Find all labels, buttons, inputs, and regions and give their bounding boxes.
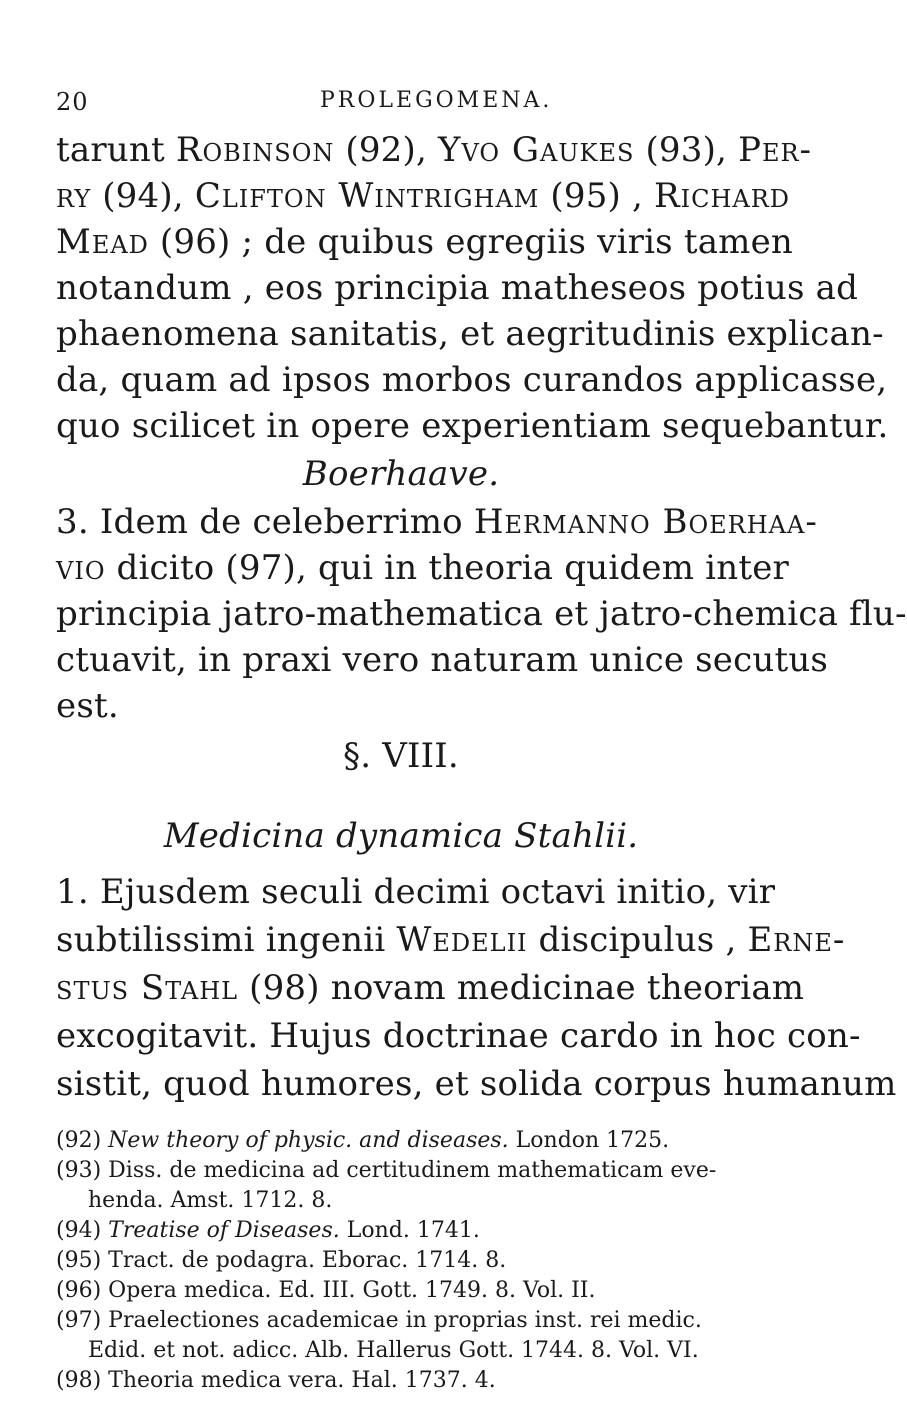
text-line bbox=[56, 266, 858, 310]
text-line bbox=[56, 1062, 897, 1106]
footnote bbox=[56, 1156, 716, 1186]
text-run: Mead bbox=[56, 222, 149, 262]
text-run: (94) bbox=[56, 1218, 109, 1243]
text-line bbox=[56, 546, 789, 590]
text-line bbox=[56, 592, 907, 636]
text-run: principia jatro-mathematica et jatro-chemica flu- bbox=[56, 594, 907, 634]
footnote bbox=[56, 1216, 480, 1246]
text-run: London 1725. bbox=[508, 1128, 670, 1153]
text-run: vio bbox=[56, 548, 106, 588]
text-run: (97) Praelectiones academicae in proprias inst. rei medic. bbox=[56, 1308, 702, 1333]
text-run: Clifton Wintrigham bbox=[194, 176, 540, 216]
text-run: (96) ; de quibus egregiis viris tamen bbox=[148, 222, 794, 262]
text-run: Treatise of Diseases. bbox=[108, 1218, 340, 1243]
text-run: ctuavit, in praxi vero naturam unice secutus bbox=[56, 640, 829, 680]
running-title: PROLEGOMENA. bbox=[320, 88, 553, 113]
text-run: quo scilicet in opere experientiam sequebantur. bbox=[56, 406, 889, 446]
footnote bbox=[56, 1306, 702, 1336]
text-run: tarunt bbox=[56, 130, 176, 170]
text-line bbox=[56, 638, 828, 682]
text-line bbox=[56, 220, 793, 264]
text-run: (98) novam medicinae theoriam bbox=[238, 968, 805, 1008]
text-run: phaenomena sanitatis, et aegritudinis explican- bbox=[56, 314, 884, 354]
section-number: §. VIII. bbox=[343, 736, 459, 776]
text-line bbox=[56, 128, 812, 172]
text-run: (98) Theoria medica vera. Hal. 1737. 4. bbox=[56, 1368, 496, 1393]
text-line bbox=[56, 404, 889, 448]
text-run: Edid. et not. adicc. Alb. Hallerus Gott. 1744. 8. Vol. VI. bbox=[88, 1338, 699, 1363]
text-run: Hermanno Boerhaa- bbox=[473, 502, 818, 542]
text-run: (95) Tract. de podagra. Eborac. 1714. 8. bbox=[56, 1248, 507, 1273]
text-run: henda. Amst. 1712. 8. bbox=[88, 1188, 333, 1213]
section-title: Medicina dynamica Stahlii. bbox=[163, 816, 639, 856]
text-run: Lond. 1741. bbox=[339, 1218, 480, 1243]
text-line bbox=[56, 870, 775, 914]
text-run: (92) bbox=[56, 1128, 109, 1153]
text-run: New theory of physic. and diseases. bbox=[108, 1128, 509, 1153]
text-run: (93) Diss. de medicina ad certitudinem mathematicam eve- bbox=[56, 1158, 717, 1183]
text-run: notandum , eos principia matheseos potius ad bbox=[56, 268, 859, 308]
footnote bbox=[56, 1366, 496, 1396]
text-run: Richard bbox=[654, 176, 791, 216]
text-run: (94), bbox=[91, 176, 195, 216]
footnote bbox=[56, 1276, 595, 1306]
text-run: subtilissimi ingenii bbox=[56, 920, 397, 960]
text-run: (95) , bbox=[539, 176, 655, 216]
text-run: excogitavit. Hujus doctrinae cardo in hoc con- bbox=[56, 1016, 861, 1056]
footnote bbox=[56, 1126, 669, 1156]
text-run: (93), bbox=[634, 130, 739, 170]
text-line bbox=[56, 500, 818, 544]
footnote bbox=[56, 1246, 506, 1276]
text-run: stus Stahl bbox=[56, 968, 239, 1008]
footnote bbox=[88, 1336, 699, 1366]
text-run: ry bbox=[56, 176, 92, 216]
side-heading: Boerhaave. bbox=[302, 454, 500, 494]
text-line bbox=[56, 312, 884, 356]
text-line bbox=[56, 1014, 861, 1058]
text-run: (96) Opera medica. Ed. III. Gott. 1749. 8. Vol. II. bbox=[56, 1278, 596, 1303]
text-run: Robinson bbox=[175, 130, 335, 170]
text-run: (92), bbox=[334, 130, 438, 170]
text-line bbox=[56, 358, 887, 402]
text-run: Erne- bbox=[747, 920, 846, 960]
text-run: Yvo Gaukes bbox=[438, 130, 635, 170]
page-number: 20 bbox=[56, 88, 89, 116]
text-run: 1. Ejusdem seculi decimi octavi initio, vir bbox=[56, 872, 776, 912]
text-run: Per- bbox=[738, 130, 813, 170]
text-run: sistit, quod humores, et solida corpus humanum bbox=[56, 1064, 897, 1104]
text-run: discipulus , bbox=[527, 920, 748, 960]
text-line bbox=[56, 684, 119, 728]
text-line bbox=[56, 174, 790, 218]
text-run: 3. Idem de celeberrimo bbox=[56, 502, 474, 542]
text-run: est. bbox=[56, 686, 119, 726]
text-run: Wedelii bbox=[396, 920, 528, 960]
text-run: dicito (97), qui in theoria quidem inter bbox=[105, 548, 789, 588]
page-header bbox=[0, 88, 800, 122]
text-line bbox=[56, 966, 804, 1010]
text-run: da, quam ad ipsos morbos curandos applicasse, bbox=[56, 360, 888, 400]
footnote bbox=[88, 1186, 332, 1216]
text-line bbox=[56, 918, 845, 962]
